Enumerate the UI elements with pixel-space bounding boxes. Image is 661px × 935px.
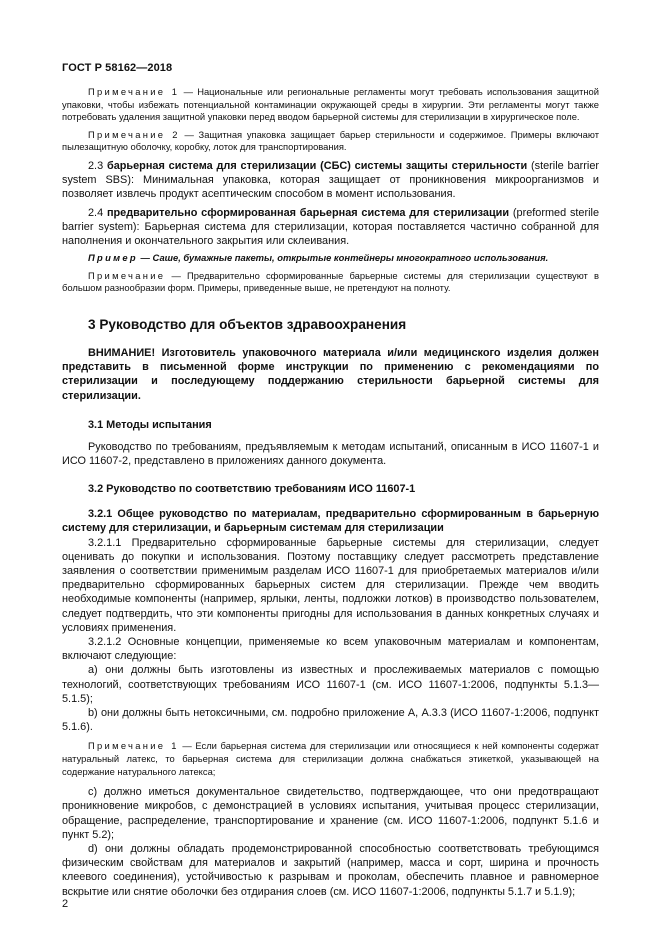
note-2-top: Примечание 2 — Защитная упаковка защищает барьер стерильности и содержимое. Примеры включают пылезащитную оболочку, коробку, лоток для транспортирования. <box>62 128 599 153</box>
note-1-section: Примечание 1 — Если барьерная система для стерилизации или относящиеся к ней компоненты содержат натуральный латекс, то барьерная система для стерилизации должна снабжаться этикеткой, указывающей на содержание натурального латекса; <box>62 740 599 777</box>
document-header: ГОСТ Р 58162—2018 <box>62 62 173 74</box>
paragraph-3-2-1-2: 3.2.1.2 Основные концепции, применяемые ко всем упаковочным материалам и компонентам, включают следующие: <box>62 636 599 663</box>
section-3-1-text: Руководство по требованиям, предъявляемым к методам испытаний, описанным в ИСО 11607-1 и ИСО 11607-2, представлено в приложениях данного документа. <box>62 440 599 467</box>
section-3-2-1-title: 3.2.1 Общее руководство по материалам, предварительно сформированным в барьерную систему для стерилизации, и барьерным системам для стерилизации <box>62 508 599 535</box>
section-3-title: 3 Руководство для объектов здравоохранения <box>88 316 407 332</box>
note-1-top: Примечание 1 — Национальные или региональные регламенты могут требовать использования защитной упаковки, чтобы избежать потенциальной контаминации окружающей среды в хирургии. Эти регламенты могут также потребовать удаления защитной упаковки перед вводом барьерной системы для стерилизации в хирургическое поле. <box>62 86 599 123</box>
warning-paragraph: ВНИМАНИЕ! Изготовитель упаковочного материала и/или медицинского изделия должен представить в письменной форме инструкции по применению с рекомендациями по стерилизации и последующему поддержанию стерильности барьерной системы для стерилизации. <box>62 346 599 402</box>
paragraph-3-2-1-1: 3.2.1.1 Предварительно сформированные барьерные системы для стерилизации, следует оценивать до покупки и использования. Поэтому поставщику следует рассмотреть представление заявления о соответствии применимым разделам ИСО 11607-1 для приобретаемых материалов и/или предварительно сформированных барьерных систем для стерилизации. Прежде чем вводить необходимые компоненты (например, ярлыки, ленты, подложки лотков) в производство пользователем, следует подтвердить, что эти компоненты пригодны для использования в данных конкретных случаях и условиях применения. <box>62 536 599 634</box>
list-item-d: d) они должны обладать продемонстрированной способностью соответствовать требующимся физическим свойствам для материалов и закрытий (например, масса и сорт, ширина и прочность клеевого соединения), устойчивостью к разрывам и проколам, обеспечить плавное и равномерное вскрытие или снятие оболочки без отдирания слоев (см. ИСО 11607-1:2006, подпункты 5.1.7 и 5.1.9); <box>62 843 599 898</box>
definition-2-3: 2.3 барьерная система для стерилизации (СБС) системы защиты стерильности (sterile barrier system SBS): Минимальная упаковка, которая защищает от проникновения микроорганизмов и позволяет извлечь продукт асептическим способом в момент использования. <box>62 159 600 201</box>
note-after-example: Примечание — Предварительно сформированные барьерные системы для стерилизации существуют в большом разнообразии форм. Примеры, приведенные выше, не претендуют на полноту. <box>62 269 599 294</box>
page-number: 2 <box>62 898 69 910</box>
example: Пример — Саше, бумажные пакеты, открытые контейнеры многократного использования. <box>88 252 549 264</box>
page-content <box>62 86 599 899</box>
list-item-b: b) они должны быть нетоксичными, см. подробно приложение А, А.3.3 (ИСО 11607-1:2006, подпункт 5.1.6). <box>62 707 599 734</box>
section-3-2-title: 3.2 Руководство по соответствию требованиям ИСО 11607-1 <box>88 483 416 496</box>
section-3-1-title: 3.1 Методы испытания <box>88 418 212 431</box>
definition-2-4: 2.4 предварительно сформированная барьерная система для стерилизации (preformed sterile barrier system): Барьерная система для стерилизации, которая поставляется частично собранной для наполнения и окончательного закрытия или склеивания. <box>62 206 600 247</box>
list-item-a: а) они должны быть изготовлены из известных и прослеживаемых материалов с помощью технологий, соответствующих требованиям ИСО 11607-1 (см. ИСО 11607-1:2006, подпункты 5.1.3—5.1.5); <box>62 664 599 705</box>
list-item-c: с) должно иметься документальное свидетельство, подтверждающее, что они предотвращают проникновение микробов, с демонстрацией в условиях испытания, учитывая процесс стерилизации, обращение, распределение, транспортирование и хранение (см. ИСО 11607-1:2006, подпункт 5.1.6 и пункт 5.2); <box>62 786 599 841</box>
